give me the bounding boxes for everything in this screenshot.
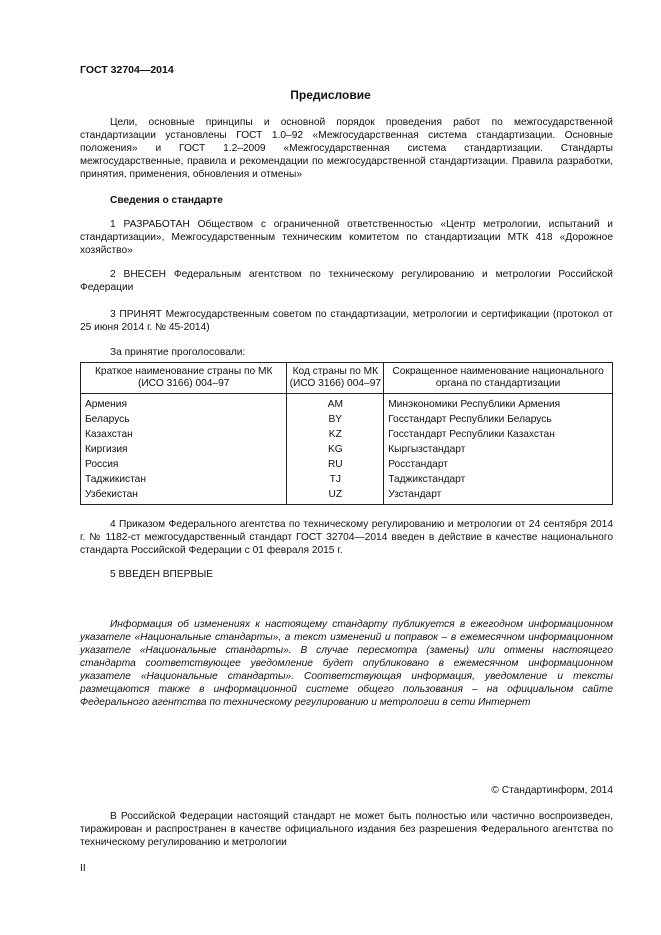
country-cell: Таджикистан bbox=[81, 472, 287, 487]
document-header: ГОСТ 32704—2014 bbox=[80, 64, 174, 76]
code-cell: BY bbox=[287, 412, 384, 427]
table-row bbox=[81, 394, 613, 413]
body-cell: Таджикстандарт bbox=[384, 472, 613, 487]
body-cell: Госстандарт Республики Беларусь bbox=[384, 412, 613, 427]
item-5-paragraph: 5 ВВЕДЕН ВПЕРВЫЕ bbox=[110, 569, 214, 580]
body-cell: Минэкономики Республики Армения bbox=[384, 394, 613, 413]
restriction-paragraph: В Российской Федерации настоящий стандарт не может быть полностью или частично воспроизведен, тиражирован и распространен в качестве официального издания без разрешения Федерального агентства по техническому регулированию и метрологии bbox=[80, 811, 613, 848]
info-heading: Сведения о стандарте bbox=[110, 195, 223, 206]
column-header-country: Краткое наименование страны по МК (ИСО 3166) 004–97 bbox=[81, 363, 287, 394]
column-header-body: Сокращенное наименование национального органа по стандартизации bbox=[384, 363, 613, 394]
item-1-paragraph: 1 РАЗРАБОТАН Обществом с ограниченной ответственностью «Центр метрологии, испытаний и стандартизации», Межгосударственным техническим комитетом по стандартизации МТК 418 «Дорожное хозяйство» bbox=[80, 219, 613, 256]
code-cell: RU bbox=[287, 457, 384, 472]
code-cell: KG bbox=[287, 442, 384, 457]
body-cell: Росстандарт bbox=[384, 457, 613, 472]
body-cell: Кыргызстандарт bbox=[384, 442, 613, 457]
column-header-code: Код страны по МК (ИСО 3166) 004–97 bbox=[287, 363, 384, 394]
page-number: II bbox=[80, 863, 86, 874]
copyright-line: © Стандартинформ, 2014 bbox=[491, 785, 613, 796]
item-4-paragraph: 4 Приказом Федерального агентства по техническому регулированию и метрологии от 24 сентября 2014 г. № 1182-ст межгосударственный стандарт ГОСТ 32704—2014 введен в действие в качестве национального стандарта Российской Федерации с 01 февраля 2015 г. bbox=[80, 519, 613, 556]
table-row bbox=[81, 412, 613, 427]
code-cell: AM bbox=[287, 394, 384, 413]
country-cell: Казахстан bbox=[81, 427, 287, 442]
table-row bbox=[81, 457, 613, 472]
table-row bbox=[81, 472, 613, 487]
code-cell: KZ bbox=[287, 427, 384, 442]
country-cell: Россия bbox=[81, 457, 287, 472]
table-row bbox=[81, 427, 613, 442]
country-cell: Узбекистан bbox=[81, 487, 287, 505]
country-cell: Киргизия bbox=[81, 442, 287, 457]
item-3-paragraph: 3 ПРИНЯТ Межгосударственным советом по стандартизации, метрологии и сертификации (протокол от 25 июня 2014 г. № 45-2014) bbox=[80, 309, 613, 333]
table-header-row bbox=[81, 363, 613, 394]
body-cell: Узстандарт bbox=[384, 487, 613, 505]
country-cell: Беларусь bbox=[81, 412, 287, 427]
body-cell: Госстандарт Республики Казахстан bbox=[384, 427, 613, 442]
code-cell: UZ bbox=[287, 487, 384, 505]
notice-paragraph: Информация об изменениях к настоящему стандарту публикуется в ежегодном информационном указателе «Национальные стандарты», а текст изменений и поправок – в ежемесячном информационном указателе «Национальные стандарты». В случае пересмотра (замены) или отмены настоящего стандарта соответствующее уведомление будет опубликовано в ежемесячном информационном указателе «Национальные стандарты». Соответствующая информация, уведомление и тексты размещаются также в информационной системе общего пользования – на официальном сайте Федерального агентства по техническому регулированию и метрологии в сети Интернет bbox=[80, 619, 613, 708]
countries-table bbox=[80, 362, 613, 505]
item-2-paragraph: 2 ВНЕСЕН Федеральным агентством по техническому регулированию и метрологии Российской Федерации bbox=[80, 269, 613, 293]
table-row bbox=[81, 442, 613, 457]
voted-label: За принятие проголосовали: bbox=[110, 347, 246, 358]
code-cell: TJ bbox=[287, 472, 384, 487]
table-row bbox=[81, 487, 613, 505]
page-title: Предисловие bbox=[290, 88, 371, 102]
intro-paragraph: Цели, основные принципы и основной порядок проведения работ по межгосударственной стандартизации установлены ГОСТ 1.0–92 «Межгосударственная система стандартизации. Основные положения» и ГОСТ 1.2–2009 «Межгосударственная система стандартизации. Стандарты межгосударственные, правила и рекомендации по межгосударственной стандартизации. Правила разработки, принятия, применения, обновления и отмены» bbox=[80, 117, 613, 180]
country-cell: Армения bbox=[81, 394, 287, 413]
